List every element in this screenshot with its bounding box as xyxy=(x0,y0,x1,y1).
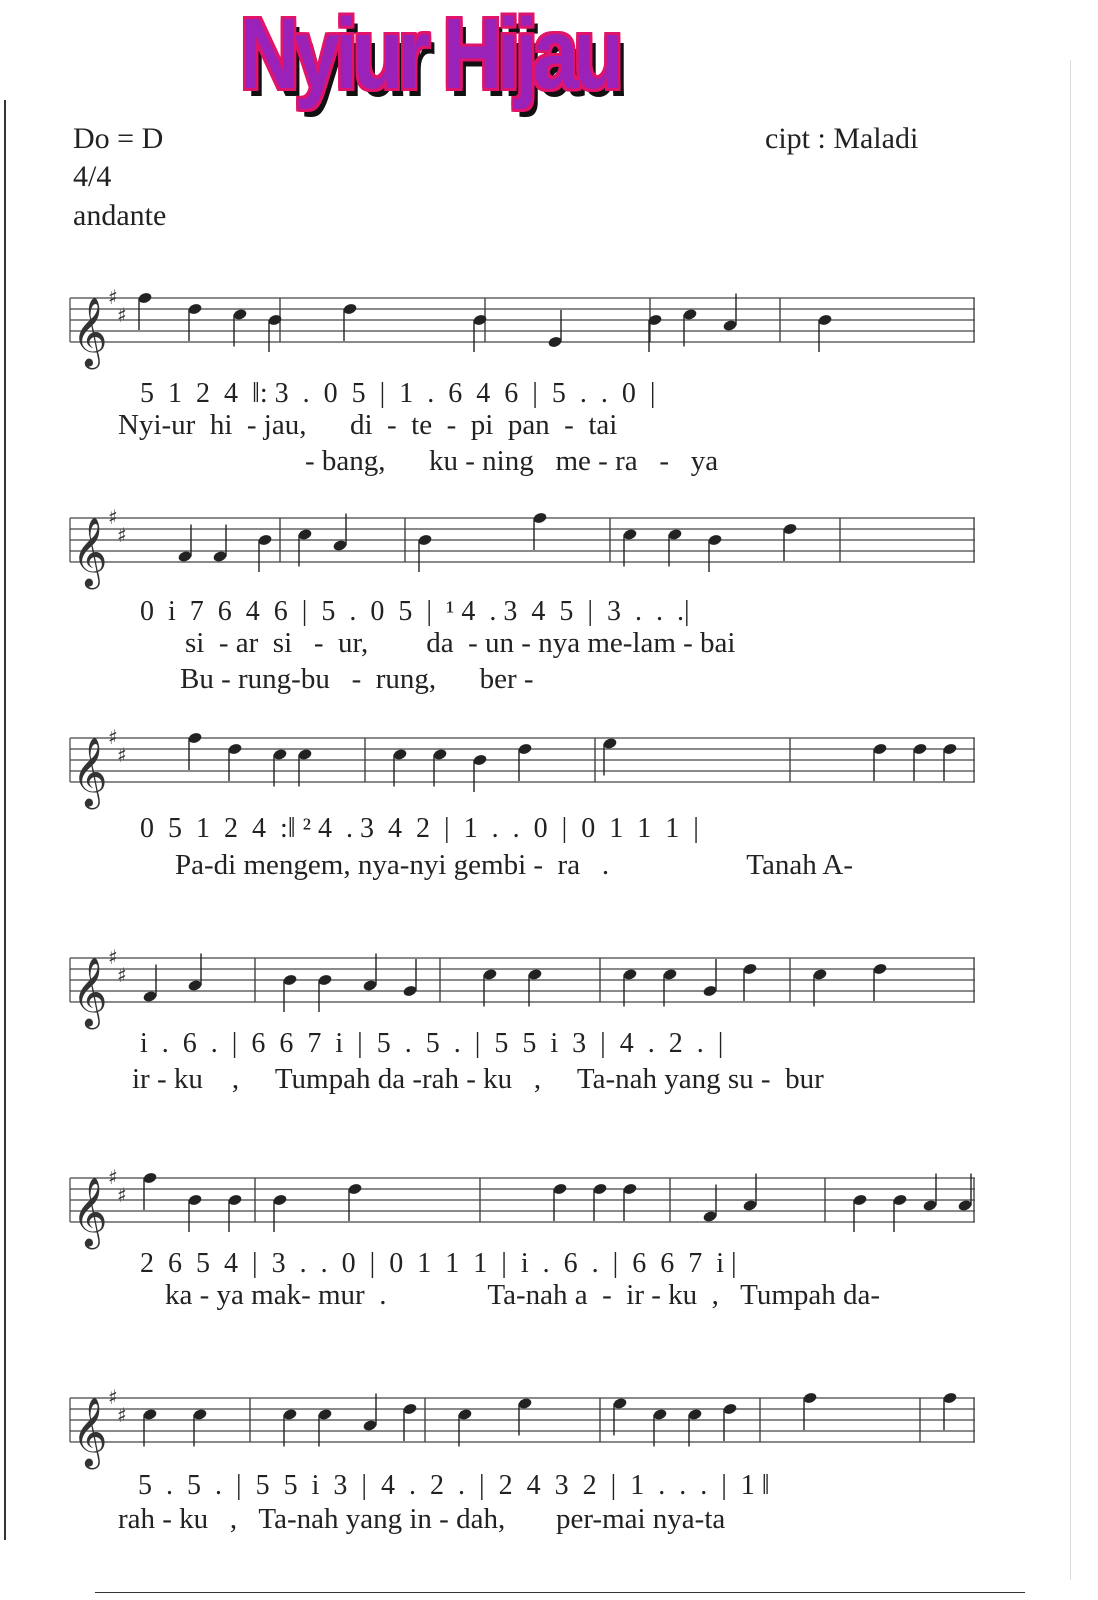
left-border xyxy=(4,100,6,1540)
time-signature: 4/4 xyxy=(73,160,112,193)
lyrics-3: Pa-di mengem, nya-nyi gembi - ra . Tanah A- xyxy=(175,849,853,881)
cipher-notation-1: 5 1 2 4 ‖: 3 . 0 5 | 1 . 6 4 6 | 5 . . 0 | xyxy=(140,378,656,409)
treble-clef-icon: 𝄞 xyxy=(72,1177,108,1247)
key-signature-sharp-icon: ♯ xyxy=(117,963,127,987)
key-signature-sharp-icon: ♯ xyxy=(117,1183,127,1207)
right-border xyxy=(1070,60,1071,1580)
cipher-notation-2: 0 i 7 6 4 6 | 5 . 0 5 | ¹ 4 . 3 4 5 | 3 . . .| xyxy=(140,596,690,627)
cipher-notation-4: i . 6 . | 6 6 7 i | 5 . 5 . | 5 5 i 3 | 4 . 2 . | xyxy=(140,1028,724,1059)
treble-clef-icon: 𝄞 xyxy=(72,517,108,587)
lyrics-4: ir - ku , Tumpah da -rah - ku , Ta-nah yang su - bur xyxy=(132,1063,824,1095)
staff-system-2 xyxy=(70,500,990,610)
lyrics-5: ka - ya mak- mur . Ta-nah a - ir - ku , Tumpah da- xyxy=(165,1279,881,1311)
key-signature-sharp-icon: ♯ xyxy=(117,303,127,327)
treble-clef-icon: 𝄞 xyxy=(72,1397,108,1467)
key-signature-sharp-icon: ♯ xyxy=(108,285,118,309)
composer-credit: cipt : Maladi xyxy=(765,122,919,155)
staff-system-1 xyxy=(70,280,990,390)
treble-clef-icon: 𝄞 xyxy=(72,957,108,1027)
lyrics-1-verse-2: - bang, ku - ning me - ra - ya xyxy=(305,445,719,477)
lyrics-6: rah - ku , Ta-nah yang in - dah, per-mai nya-ta xyxy=(118,1503,726,1535)
lyrics-2-verse-2: Bu - rung-bu - rung, ber - xyxy=(180,663,534,695)
key-signature-sharp-icon: ♯ xyxy=(117,743,127,767)
treble-clef-icon: 𝄞 xyxy=(72,737,108,807)
song-title: Nyiur Hijau xyxy=(240,0,619,110)
tempo-label: andante xyxy=(73,199,167,232)
key-signature-sharp-icon: ♯ xyxy=(117,523,127,547)
key-signature-sharp-icon: ♯ xyxy=(108,945,118,969)
key-signature-sharp-icon: ♯ xyxy=(117,1403,127,1427)
cipher-notation-3: 0 5 1 2 4 :‖ ² 4 . 3 4 2 | 1 . . 0 | 0 1 1 1 | xyxy=(140,813,699,844)
lyrics-2-verse-1: si - ar si - ur, da - un - nya me-lam - bai xyxy=(185,627,736,659)
bottom-border xyxy=(95,1592,1025,1593)
cipher-notation-6: 5 . 5 . | 5 5 i 3 | 4 . 2 . | 2 4 3 2 | 1 . . . | 1 ‖ xyxy=(138,1470,770,1501)
key-signature-sharp-icon: ♯ xyxy=(108,725,118,749)
cipher-notation-5: 2 6 5 4 | 3 . . 0 | 0 1 1 1 | i . 6 . | 6 6 7 i | xyxy=(140,1248,737,1279)
key-signature-sharp-icon: ♯ xyxy=(108,1165,118,1189)
lyrics-1-verse-1: Nyi-ur hi - jau, di - te - pi pan - tai xyxy=(118,409,618,441)
treble-clef-icon: 𝄞 xyxy=(72,297,108,367)
key-signature-sharp-icon: ♯ xyxy=(108,505,118,529)
key-signature-sharp-icon: ♯ xyxy=(108,1385,118,1409)
key-label: Do = D xyxy=(73,122,164,155)
